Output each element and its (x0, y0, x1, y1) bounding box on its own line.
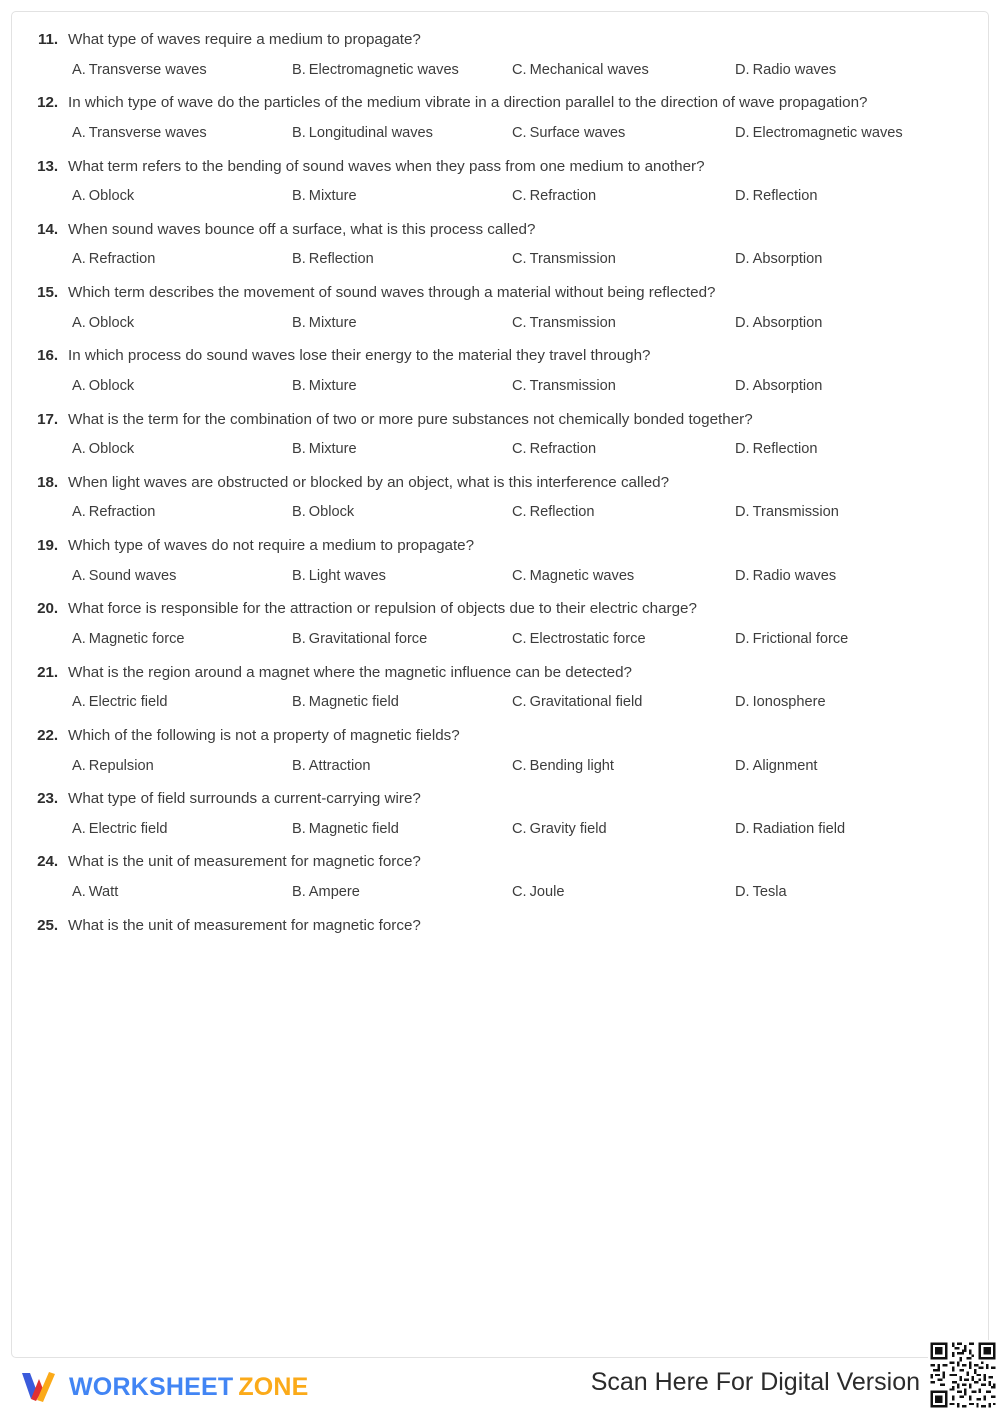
option-label: Electrostatic force (529, 630, 646, 647)
option-letter: B. (292, 567, 306, 584)
option-label: Transmission (529, 377, 616, 394)
question-block (24, 915, 978, 937)
question-line (24, 282, 978, 304)
answer-options (24, 250, 978, 270)
answer-option-c[interactable] (512, 61, 735, 81)
answer-option-c[interactable] (512, 314, 735, 334)
question-text: Which of the following is not a property of magnetic fields? (68, 726, 460, 744)
option-letter: B. (292, 61, 306, 78)
question-block (24, 282, 978, 333)
answer-option-a[interactable] (72, 377, 292, 397)
question-list (24, 29, 978, 948)
question-number: 12. (37, 94, 58, 112)
option-label: Absorption (752, 377, 823, 394)
option-letter: B. (292, 188, 306, 205)
answer-option-c[interactable] (512, 377, 735, 397)
answer-option-b[interactable] (292, 124, 512, 144)
option-letter: D. (735, 567, 750, 584)
page-footer (0, 1362, 1000, 1414)
option-letter: C. (512, 314, 527, 331)
option-label: Refraction (529, 188, 597, 205)
option-label: Refraction (88, 251, 156, 268)
question-number: 13. (37, 157, 58, 175)
question-line (24, 472, 978, 494)
option-letter: A. (72, 630, 86, 647)
answer-option-d[interactable] (735, 250, 978, 270)
question-line (24, 598, 978, 620)
option-letter: A. (72, 757, 86, 774)
option-letter: B. (292, 314, 306, 331)
question-text: What force is responsible for the attraction or repulsion of objects due to their electric charge? (68, 600, 697, 618)
option-letter: B. (292, 630, 306, 647)
answer-option-a[interactable] (72, 124, 292, 144)
question-number: 25. (37, 916, 58, 934)
option-letter: B. (292, 884, 306, 901)
option-letter: D. (735, 377, 750, 394)
option-letter: C. (512, 884, 527, 901)
scan-here-text: Scan Here For Digital Version (590, 1368, 920, 1396)
answer-option-b[interactable] (292, 820, 512, 840)
option-letter: C. (512, 757, 527, 774)
question-line (24, 29, 978, 51)
question-line (24, 92, 978, 114)
worksheet-zone-mark-icon (18, 1367, 60, 1407)
answer-options (24, 567, 978, 587)
question-block (24, 851, 978, 902)
question-line (24, 725, 978, 747)
question-text: When light waves are obstructed or blocked by an object, what is this interference called? (68, 473, 670, 491)
option-letter: D. (735, 757, 750, 774)
option-letter: A. (72, 504, 86, 521)
answer-option-a[interactable] (72, 630, 292, 650)
option-label: Transmission (529, 251, 616, 268)
answer-option-c[interactable] (512, 757, 735, 777)
question-block (24, 472, 978, 523)
option-label: Ionosphere (752, 694, 826, 711)
question-line (24, 156, 978, 178)
option-label: Reflection (752, 188, 818, 205)
answer-options (24, 440, 978, 460)
question-block (24, 92, 978, 143)
question-text: What type of field surrounds a current-carrying wire? (68, 790, 421, 808)
option-label: Mechanical waves (529, 61, 649, 78)
option-label: Oblock (308, 504, 355, 521)
option-label: Alignment (752, 757, 818, 774)
option-label: Transmission (529, 314, 616, 331)
answer-option-c[interactable] (512, 187, 735, 207)
answer-option-a[interactable] (72, 187, 292, 207)
option-label: Attraction (308, 757, 371, 774)
option-letter: D. (735, 504, 750, 521)
answer-option-a[interactable] (72, 314, 292, 334)
worksheet-zone-logo (18, 1364, 309, 1410)
answer-option-b[interactable] (292, 567, 512, 587)
option-label: Magnetic field (308, 820, 399, 837)
option-label: Oblock (88, 314, 135, 331)
option-letter: A. (72, 314, 86, 331)
option-letter: B. (292, 694, 306, 711)
option-label: Oblock (88, 188, 135, 205)
question-number: 15. (37, 284, 58, 302)
answer-option-d[interactable] (735, 757, 978, 777)
question-number: 19. (37, 537, 58, 555)
answer-options (24, 314, 978, 334)
answer-options (24, 187, 978, 207)
option-letter: A. (72, 884, 86, 901)
brand-wordmark (69, 1372, 309, 1401)
option-letter: C. (512, 567, 527, 584)
qr-code[interactable] (928, 1340, 998, 1410)
option-letter: A. (72, 820, 86, 837)
answer-option-b[interactable] (292, 440, 512, 460)
option-letter: C. (512, 61, 527, 78)
option-label: Electromagnetic waves (308, 61, 459, 78)
option-label: Magnetic waves (529, 567, 635, 584)
option-letter: D. (735, 314, 750, 331)
answer-option-b[interactable] (292, 503, 512, 523)
question-block (24, 29, 978, 80)
question-text: Which type of waves do not require a medium to propagate? (68, 537, 475, 555)
question-line (24, 915, 978, 937)
answer-options (24, 503, 978, 523)
option-label: Gravity field (529, 820, 607, 837)
answer-option-b[interactable] (292, 693, 512, 713)
answer-option-d[interactable] (735, 820, 978, 840)
answer-option-b[interactable] (292, 314, 512, 334)
question-text: Which term describes the movement of sound waves through a material without being reflected? (68, 284, 716, 302)
question-number: 24. (37, 853, 58, 871)
question-number: 17. (37, 410, 58, 428)
option-label: Radio waves (752, 61, 837, 78)
option-label: Electric field (88, 820, 168, 837)
option-label: Longitudinal waves (308, 124, 433, 141)
brand-secondary-text: ZONE (238, 1372, 309, 1401)
option-letter: A. (72, 188, 86, 205)
answer-option-d[interactable] (735, 187, 978, 207)
answer-option-d[interactable] (735, 630, 978, 650)
answer-option-c[interactable] (512, 883, 735, 903)
answer-option-b[interactable] (292, 630, 512, 650)
option-letter: B. (292, 504, 306, 521)
answer-option-d[interactable] (735, 440, 978, 460)
answer-option-d[interactable] (735, 693, 978, 713)
question-line (24, 409, 978, 431)
option-letter: C. (512, 820, 527, 837)
answer-option-d[interactable] (735, 503, 978, 523)
option-letter: A. (72, 251, 86, 268)
option-letter: D. (735, 61, 750, 78)
option-label: Frictional force (752, 630, 849, 647)
option-label: Mixture (308, 441, 357, 458)
option-label: Refraction (529, 441, 597, 458)
question-text: What is the term for the combination of two or more pure substances not chemically bonded together? (68, 410, 753, 428)
option-letter: A. (72, 377, 86, 394)
question-line (24, 219, 978, 241)
question-block (24, 598, 978, 649)
answer-option-c[interactable] (512, 567, 735, 587)
answer-option-c[interactable] (512, 440, 735, 460)
option-label: Joule (529, 884, 565, 901)
option-letter: C. (512, 630, 527, 647)
question-number: 11. (38, 31, 58, 48)
option-label: Absorption (752, 251, 823, 268)
question-number: 22. (37, 726, 58, 744)
option-letter: D. (735, 124, 750, 141)
brand-primary-text: WORKSHEET (69, 1372, 234, 1401)
question-number: 14. (37, 220, 58, 238)
option-letter: C. (512, 694, 527, 711)
option-letter: A. (72, 567, 86, 584)
option-letter: A. (72, 694, 86, 711)
answer-option-b[interactable] (292, 883, 512, 903)
option-label: Watt (88, 884, 119, 901)
answer-options (24, 377, 978, 397)
question-line (24, 788, 978, 810)
option-label: Light waves (308, 567, 386, 584)
answer-options (24, 883, 978, 903)
question-text: What is the region around a magnet where the magnetic influence can be detected? (68, 663, 632, 681)
option-label: Tesla (752, 884, 787, 901)
option-label: Bending light (529, 757, 614, 774)
answer-option-c[interactable] (512, 124, 735, 144)
answer-options (24, 630, 978, 650)
option-label: Mixture (308, 188, 357, 205)
answer-option-a[interactable] (72, 757, 292, 777)
option-label: Reflection (308, 251, 374, 268)
question-block (24, 725, 978, 776)
option-label: Reflection (752, 441, 818, 458)
option-letter: B. (292, 757, 306, 774)
option-letter: D. (735, 251, 750, 268)
option-letter: D. (735, 884, 750, 901)
question-number: 23. (37, 790, 58, 808)
answer-option-d[interactable] (735, 883, 978, 903)
option-letter: A. (72, 441, 86, 458)
option-letter: B. (292, 377, 306, 394)
option-label: Gravitational force (308, 630, 428, 647)
answer-option-a[interactable] (72, 693, 292, 713)
answer-option-a[interactable] (72, 250, 292, 270)
option-letter: D. (735, 694, 750, 711)
option-label: Ampere (308, 884, 360, 901)
answer-options (24, 820, 978, 840)
answer-option-c[interactable] (512, 693, 735, 713)
option-label: Mixture (308, 377, 357, 394)
option-label: Absorption (752, 314, 823, 331)
option-letter: C. (512, 377, 527, 394)
option-label: Sound waves (88, 567, 177, 584)
answer-option-a[interactable] (72, 503, 292, 523)
option-label: Mixture (308, 314, 357, 331)
option-label: Repulsion (88, 757, 154, 774)
option-label: Oblock (88, 441, 135, 458)
question-number: 21. (37, 663, 58, 681)
answer-option-b[interactable] (292, 187, 512, 207)
question-block (24, 788, 978, 839)
answer-option-d[interactable] (735, 124, 978, 144)
question-text: What is the unit of measurement for magnetic force? (68, 916, 421, 934)
question-line (24, 851, 978, 873)
question-block (24, 409, 978, 460)
option-letter: C. (512, 124, 527, 141)
answer-option-d[interactable] (735, 567, 978, 587)
question-text: When sound waves bounce off a surface, what is this process called? (68, 220, 536, 238)
qr-code-icon (928, 1340, 998, 1410)
answer-options (24, 61, 978, 81)
question-block (24, 219, 978, 270)
option-label: Surface waves (529, 124, 626, 141)
answer-option-b[interactable] (292, 250, 512, 270)
answer-option-c[interactable] (512, 820, 735, 840)
answer-option-a[interactable] (72, 61, 292, 81)
answer-options (24, 124, 978, 144)
option-letter: B. (292, 251, 306, 268)
answer-option-c[interactable] (512, 630, 735, 650)
question-text: In which process do sound waves lose their energy to the material they travel through? (68, 347, 651, 365)
answer-option-b[interactable] (292, 757, 512, 777)
option-label: Radio waves (752, 567, 837, 584)
answer-option-d[interactable] (735, 61, 978, 81)
option-label: Transverse waves (88, 124, 207, 141)
option-label: Gravitational field (529, 694, 643, 711)
option-letter: D. (735, 441, 750, 458)
option-letter: B. (292, 124, 306, 141)
option-letter: D. (735, 188, 750, 205)
question-text: What is the unit of measurement for magnetic force? (68, 853, 421, 871)
question-number: 16. (37, 347, 58, 365)
option-label: Magnetic force (88, 630, 185, 647)
option-letter: C. (512, 504, 527, 521)
option-label: Electric field (88, 694, 168, 711)
answer-option-b[interactable] (292, 61, 512, 81)
answer-option-c[interactable] (512, 250, 735, 270)
question-line (24, 345, 978, 367)
answer-option-b[interactable] (292, 377, 512, 397)
answer-option-a[interactable] (72, 820, 292, 840)
option-label: Refraction (88, 504, 156, 521)
question-text: In which type of wave do the particles of the medium vibrate in a direction parallel to the direction of wave propagation? (68, 94, 868, 112)
answer-option-a[interactable] (72, 567, 292, 587)
option-letter: A. (72, 124, 86, 141)
answer-option-d[interactable] (735, 314, 978, 334)
answer-options (24, 693, 978, 713)
option-label: Transmission (752, 504, 839, 521)
question-text: What term refers to the bending of sound waves when they pass from one medium to another? (68, 157, 705, 175)
answer-option-a[interactable] (72, 883, 292, 903)
question-block (24, 345, 978, 396)
option-label: Reflection (529, 504, 595, 521)
question-block (24, 535, 978, 586)
option-letter: A. (72, 61, 86, 78)
option-letter: B. (292, 441, 306, 458)
option-label: Electromagnetic waves (752, 124, 903, 141)
worksheet-page (11, 11, 989, 1358)
question-block (24, 662, 978, 713)
question-text: What type of waves require a medium to propagate? (68, 31, 421, 48)
question-line (24, 535, 978, 557)
answer-option-a[interactable] (72, 440, 292, 460)
answer-option-c[interactable] (512, 503, 735, 523)
option-letter: C. (512, 441, 527, 458)
answer-options (24, 757, 978, 777)
question-number: 18. (37, 473, 58, 491)
option-label: Transverse waves (88, 61, 207, 78)
option-letter: B. (292, 820, 306, 837)
option-label: Oblock (88, 377, 135, 394)
question-number: 20. (37, 600, 58, 618)
option-letter: C. (512, 251, 527, 268)
answer-option-d[interactable] (735, 377, 978, 397)
option-letter: D. (735, 820, 750, 837)
question-line (24, 662, 978, 684)
option-label: Magnetic field (308, 694, 399, 711)
question-block (24, 156, 978, 207)
option-label: Radiation field (752, 820, 846, 837)
option-letter: C. (512, 188, 527, 205)
option-letter: D. (735, 630, 750, 647)
